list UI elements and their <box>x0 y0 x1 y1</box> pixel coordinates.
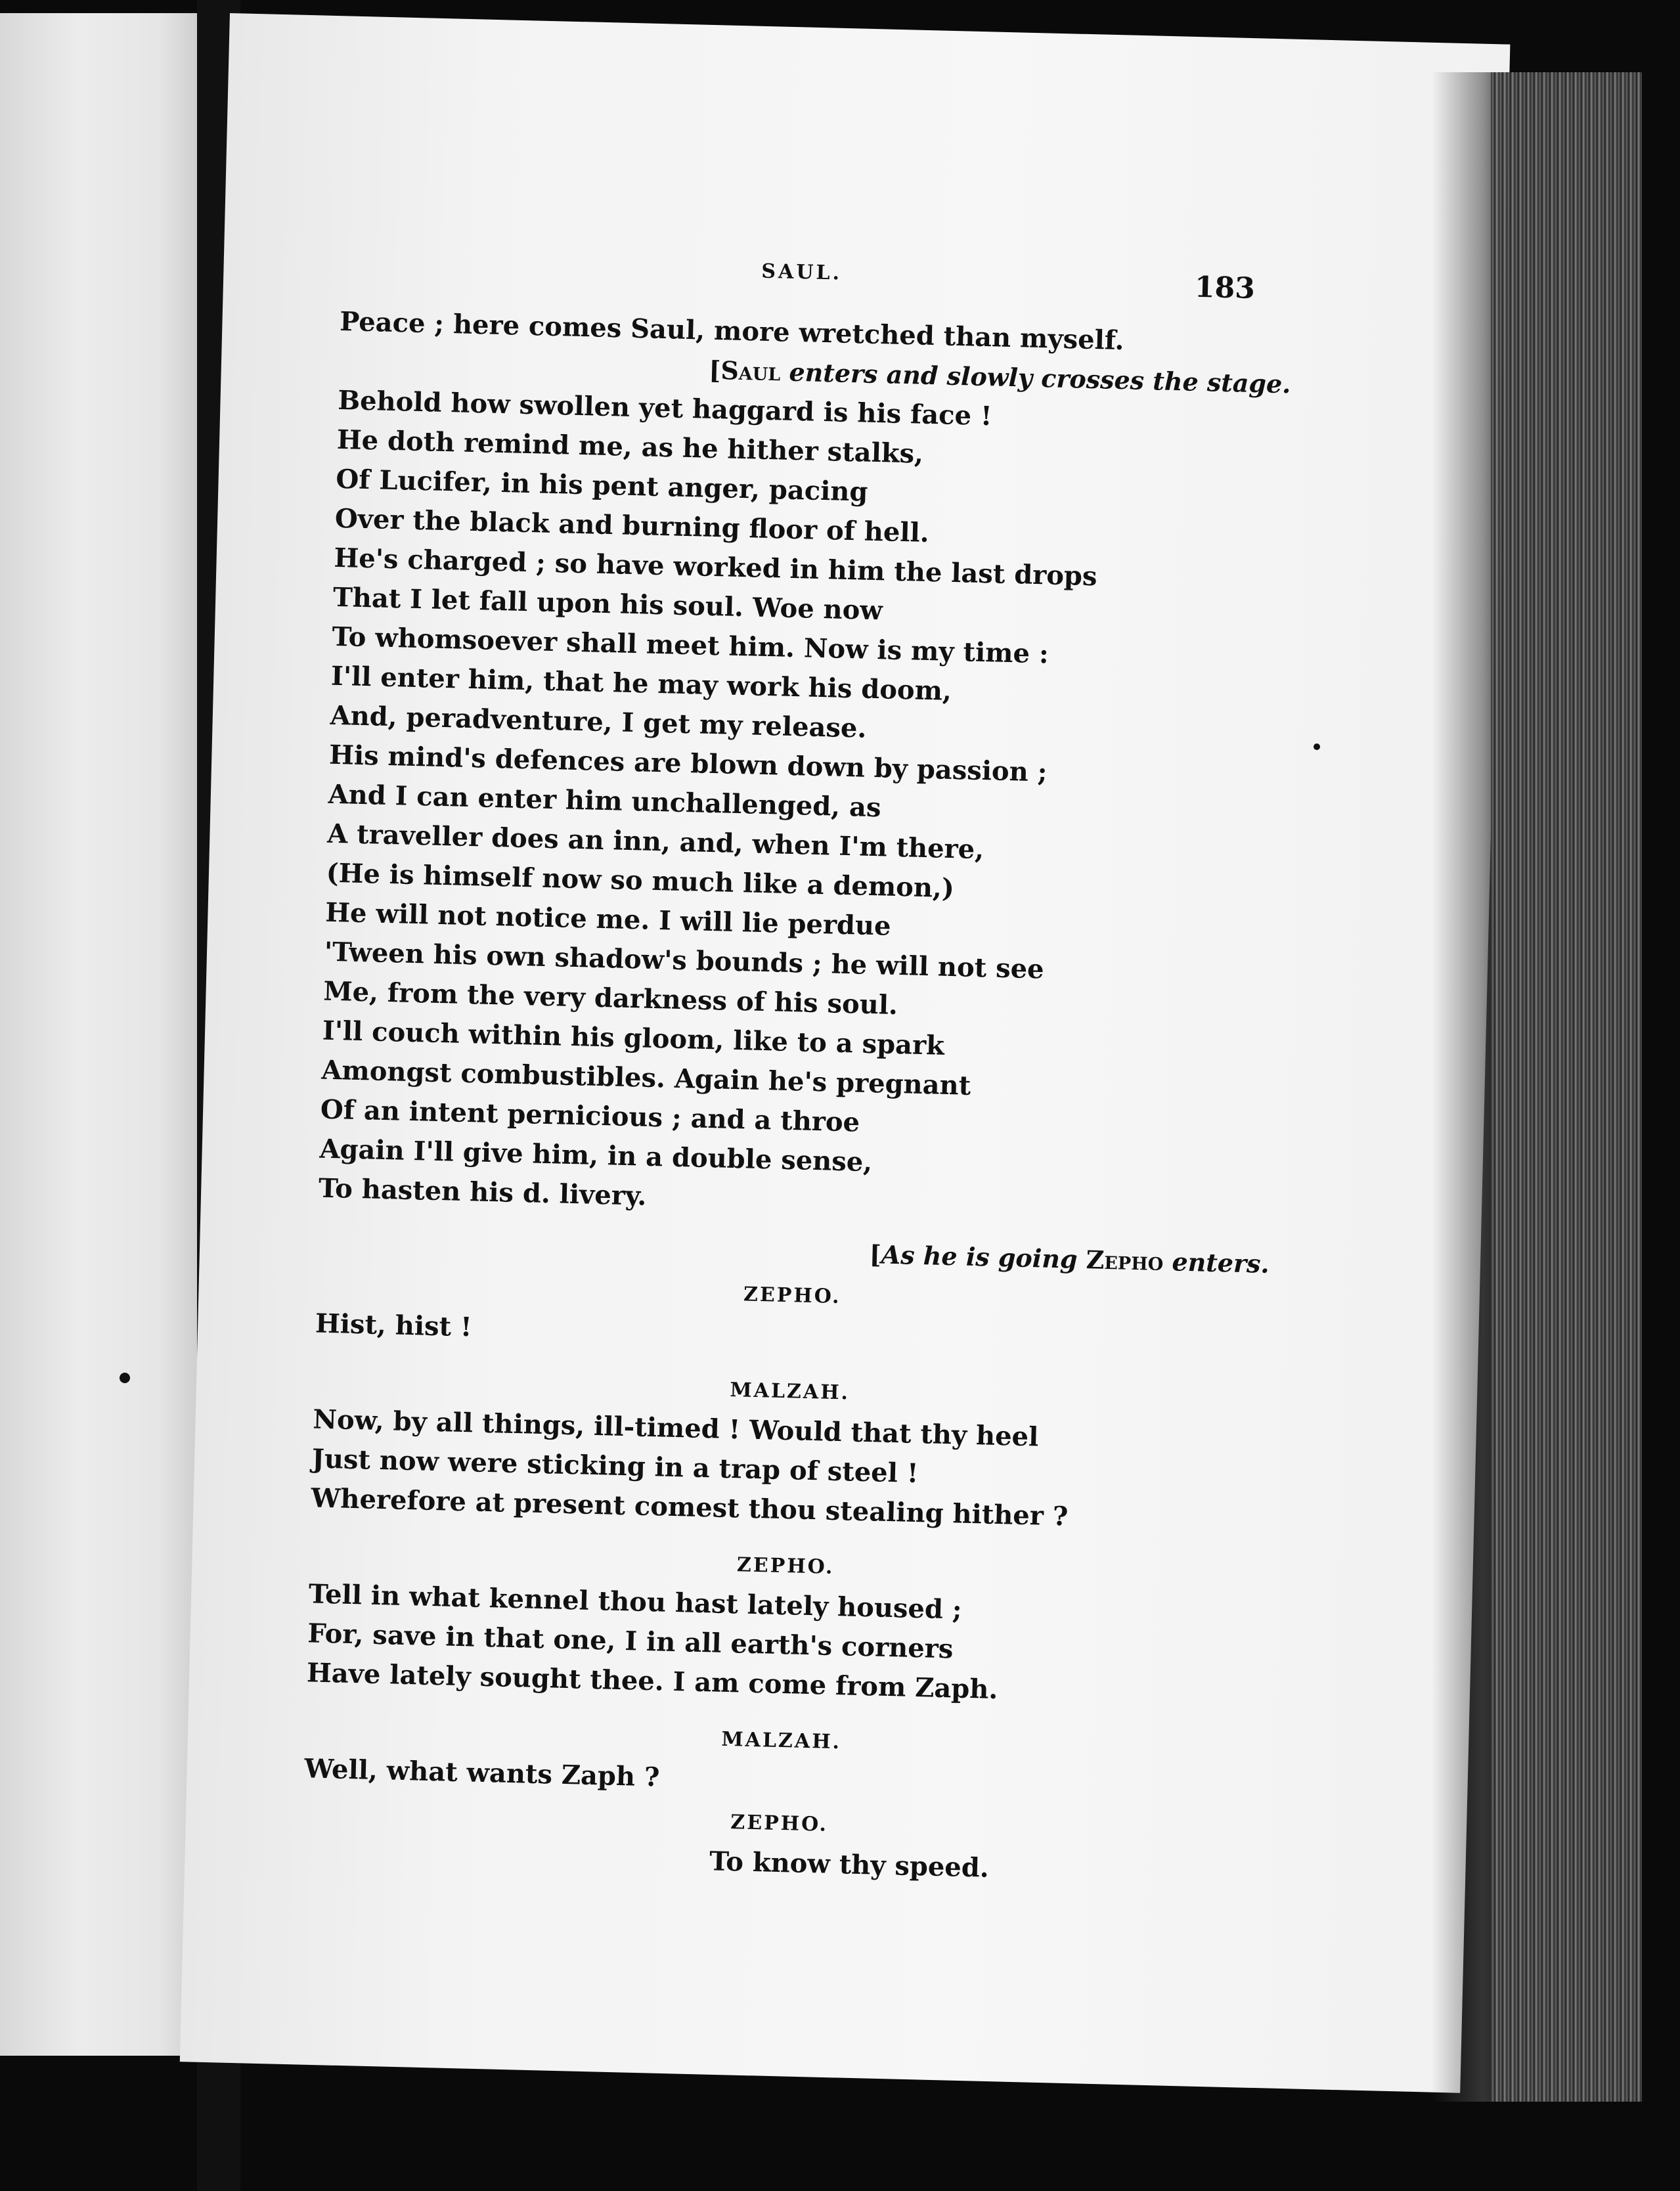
verse-line: And, peradventure, I get my release. <box>330 699 867 744</box>
speaker-heading: MALZAH. <box>721 1727 842 1754</box>
verse-line: Of an intent pernicious ; and a throe <box>320 1094 860 1138</box>
verse-block <box>318 381 1290 1231</box>
verse-line: Well, what wants Zaph ? <box>303 1753 660 1793</box>
stage-text: As he is going <box>881 1239 1087 1275</box>
verse-line: Me, from the very darkness of his soul. <box>322 975 898 1021</box>
speaker-heading: MALZAH. <box>730 1378 851 1405</box>
page-number: 183 <box>1194 270 1256 305</box>
ink-spot <box>1314 743 1320 750</box>
verse-line: Amongst combustibles. Again he's pregnant <box>321 1054 971 1101</box>
verse-line: To hasten his d. livery. <box>318 1172 648 1212</box>
verse-line: Behold how swollen yet haggard is his face ! <box>337 384 993 432</box>
verse-line: Over the black and burning floor of hell. <box>334 502 930 548</box>
verse-line: 'Tween his own shadow's bounds ; he will not see <box>324 936 1045 985</box>
verse-line: He doth remind me, as he hither stalks, <box>336 424 924 470</box>
verse-line: Just now were sticking in a trap of steel ! <box>311 1443 919 1490</box>
verse-line: Now, by all things, ill-timed ! Would that thy heel <box>312 1404 1039 1453</box>
verse-line: And I can enter him unchallenged, as <box>328 778 882 824</box>
stage-bracket: [ <box>708 355 722 386</box>
verse-line: Of Lucifer, in his pent anger, pacing <box>335 463 868 508</box>
verse-line: Wherefore at present comest thou stealing hither ? <box>310 1482 1069 1532</box>
verse-line: A traveller does an inn, and, when I'm there, <box>326 818 984 866</box>
verse-line: Have lately sought thee. I am come from Zaph. <box>306 1657 998 1706</box>
verse-line: Again I'll give him, in a double sense, <box>319 1133 873 1178</box>
speaker-heading: ZEPHO. <box>736 1553 835 1579</box>
verse-line: Tell in what kennel thou hast lately housed ; <box>308 1578 963 1626</box>
verse-line: He will not notice me. I will lie perdue <box>324 896 892 942</box>
page-text <box>302 250 1294 1895</box>
verse-line: For, save in that one, I in all earth's corners <box>307 1618 954 1665</box>
stage-text: enters and slowly crosses the stage. <box>780 357 1291 399</box>
stage-character: Zepho <box>1086 1245 1164 1277</box>
stage-text: enters. <box>1162 1247 1270 1279</box>
verse-line: I'll couch within his gloom, like to a spark <box>322 1015 945 1061</box>
verse-line: To whomsoever shall meet him. Now is my time : <box>332 621 1050 670</box>
verse-line: Hist, hist ! <box>315 1308 473 1343</box>
verse-line: I'll enter him, that he may work his doom, <box>330 660 952 707</box>
speaker-heading: ZEPHO. <box>743 1283 841 1309</box>
stage-character: Saul <box>720 355 781 387</box>
verse-line: To know thy speed. <box>709 1846 990 1884</box>
ink-spot <box>120 1373 130 1383</box>
stage-bracket: [ <box>869 1239 882 1270</box>
verse-line: That I let fall upon his soul. Woe now <box>332 581 883 627</box>
verse-line: Peace ; here comes Saul, more wretched than myself. <box>339 305 1125 357</box>
verse-line: His mind's defences are blown down by passion ; <box>328 739 1048 788</box>
previous-page-edge <box>0 13 197 2056</box>
running-head: SAUL. <box>761 259 843 285</box>
speaker-heading: ZEPHO. <box>730 1811 829 1836</box>
verse-line: He's charged ; so have worked in him the last drops <box>333 542 1098 592</box>
verse-line: (He is himself now so much like a demon,) <box>326 857 955 904</box>
page-fore-edge <box>1491 72 1642 2102</box>
